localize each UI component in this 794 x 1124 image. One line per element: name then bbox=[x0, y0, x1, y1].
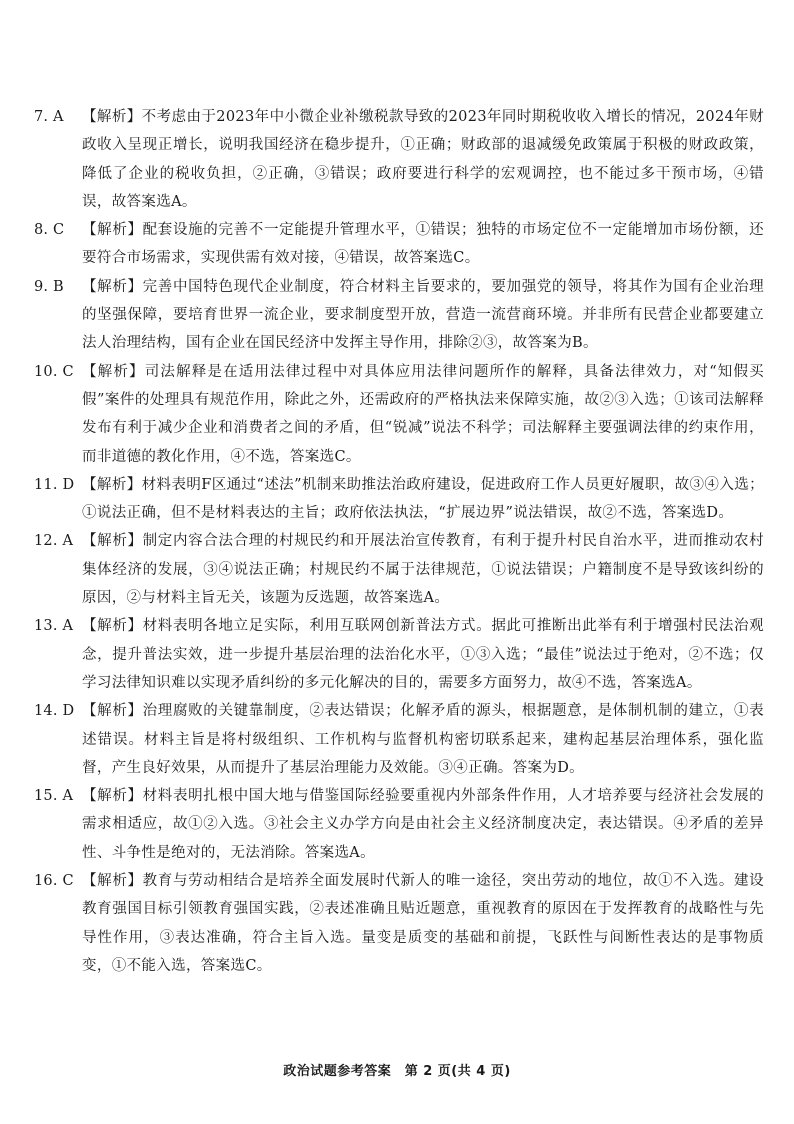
answer-explanation: 【解析】不考虑由于2023年中小微企业补缴税款导致的2023年同时期税收收入增长的情况，2024年财政收入呈现正增长，说明我国经济在稳步提升，①正确；财政部的退减缓免政策属于积极的财政政策，降低了企业的税收负担，②正确，③错误；政府要进行科学的宏观调控，也不能过多干预市场，④错误，故答案选A。 bbox=[82, 109, 764, 210]
answer-number: 14. D bbox=[34, 703, 75, 720]
answer-number: 16. C bbox=[34, 873, 74, 890]
answer-number: 10. C bbox=[34, 363, 74, 380]
answer-number: 9. B bbox=[34, 278, 64, 295]
answer-item-12 bbox=[34, 527, 764, 612]
answer-item-9 bbox=[34, 273, 764, 358]
answer-number: 7. A bbox=[34, 109, 64, 125]
answer-explanation: 【解析】材料表明扎根中国大地与借鉴国际经验要重视内外部条件作用，人才培养要与经济社会发展的需求相适应，故①②入选。③社会主义办学方向是由社会主义经济制度决定，表达错误。④矛盾的差异性、斗争性是绝对的，无法消除。答案选A。 bbox=[82, 788, 764, 861]
answer-item-15 bbox=[34, 782, 764, 867]
page-footer: 政治试题参考答案 第 2 页(共 4 页) bbox=[283, 1064, 511, 1079]
answer-number: 12. A bbox=[34, 533, 74, 550]
answer-item-16 bbox=[34, 867, 764, 980]
answer-item-11 bbox=[34, 471, 764, 528]
answer-number: 13. A bbox=[34, 618, 74, 635]
answer-explanation: 【解析】司法解释是在适用法律过程中对具体应用法律问题所作的解释，具备法律效力，对“知假买假”案件的处理具有规范作用，除此之外，还需政府的严格执法来保障实施，故②③入选；①该司法解释发布有利于减少企业和消费者之间的矛盾，但“锐减”说法不科学；司法解释主要强调法律的约束作用，而非道德的教化作用，④不选，答案选C。 bbox=[82, 363, 764, 465]
answer-explanation: 【解析】教育与劳动相结合是培养全面发展时代新人的唯一途径，突出劳动的地位，故①不入选。建设教育强国目标引领教育强国实践，②表述准确且贴近题意，重视教育的原因在于发挥教育的战略性与先导性作用，③表达准确，符合主旨入选。量变是质变的基础和前提，飞跃性与间断性表达的是事物质变，①不能入选，答案选C。 bbox=[82, 873, 764, 974]
answer-number: 8. C bbox=[34, 222, 65, 239]
answer-explanation: 【解析】治理腐败的关键靠制度，②表达错误；化解矛盾的源头，根据题意，是体制机制的建立，①表述错误。材料主旨是将村级组织、工作机构与监督机构密切联系起来，建构起基层治理体系，强化监督，产生良好效果，从而提升了基层治理能力及效能。③④正确。答案为D。 bbox=[82, 703, 764, 776]
answer-item-10 bbox=[34, 358, 764, 471]
answer-explanation: 【解析】制定内容合法合理的村规民约和开展法治宣传教育，有利于提升村民自治水平，进而推动农村集体经济的发展，③④说法正确；村规民约不属于法律规范，①说法错误；户籍制度不是导致该纠纷的原因，②与材料主旨无关，该题为反选题，故答案选A。 bbox=[82, 533, 764, 607]
answer-item-14 bbox=[34, 697, 764, 782]
answer-explanation: 【解析】完善中国特色现代企业制度，符合材料主旨要求的，要加强党的领导，将其作为国有企业治理的坚强保障，要培育世界一流企业，要求制度型开放，营造一流营商环境。并非所有民营企业都要建立法人治理结构，国有企业在国民经济中发挥主导作用，排除②③，故答案为B。 bbox=[82, 278, 764, 352]
answer-explanation: 【解析】材料表明F区通过“述法”机制来助推法治政府建设，促进政府工作人员更好履职，故③④入选；①说法正确，但不是材料表达的主旨；政府依法执法，“扩展边界”说法错误，故②不选，答案选D。 bbox=[82, 476, 764, 522]
answer-number: 11. D bbox=[34, 476, 75, 493]
answer-number: 15. A bbox=[34, 788, 74, 805]
answer-item-13 bbox=[34, 612, 764, 697]
answer-explanation: 【解析】配套设施的完善不一定能提升管理水平，①错误；独特的市场定位不一定能增加市场份额，还要符合市场需求，实现供需有效对接，④错误，故答案选C。 bbox=[82, 222, 764, 267]
answer-item-8 bbox=[34, 216, 764, 273]
answer-item-7 bbox=[34, 103, 764, 216]
answer-explanation: 【解析】材料表明各地立足实际，利用互联网创新普法方式。据此可推断出此举有利于增强村民法治观念，提升普法实效，进一步提升基层治理的法治化水平，①③入选；“最佳”说法过于绝对，②不选；仅学习法律知识难以实现矛盾纠纷的多元化解决的目的，需要多方面努力，故④不选，答案选A。 bbox=[82, 618, 764, 691]
answer-list bbox=[34, 103, 764, 980]
